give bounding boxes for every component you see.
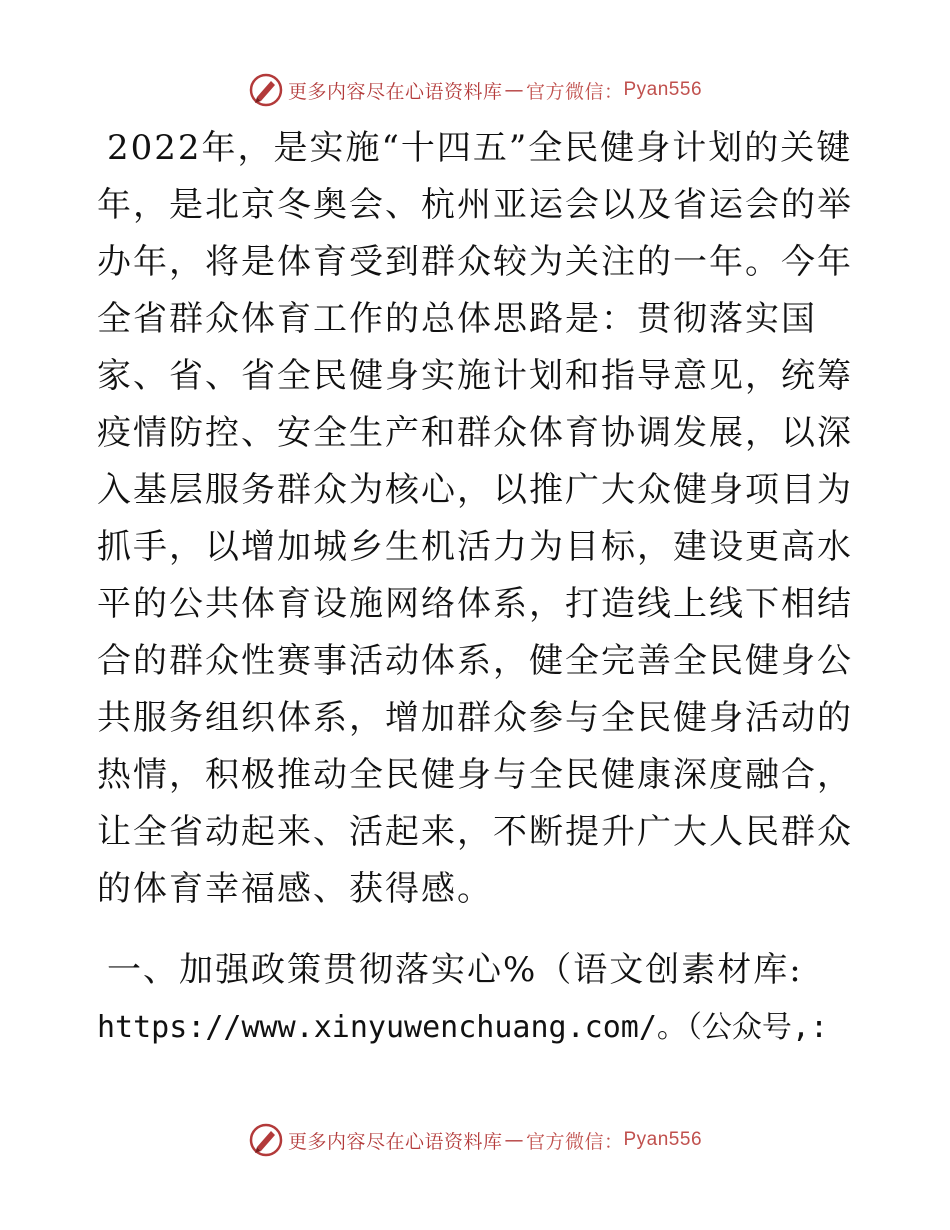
- footer-banner: [0, 1120, 950, 1160]
- banner-main-text: 更多内容尽在心语资料库: [287, 1130, 503, 1153]
- banner-wechat-label: 官方微信：: [525, 1130, 624, 1153]
- banner-wechat-id: Pyan556: [623, 79, 703, 100]
- document-body: [97, 120, 857, 1056]
- body-paragraph: 2022年，是实施“十四五”全民健身计划的关键年，是北京冬奥会、杭州亚运会以及省运会的举办年，将是体育受到群众较为关注的一年。今年全省群众体育工作的总体思路是：贯彻落实国家、省、省全民健身实施计划和指导意见，统筹疫情防控、安全生产和群众体育协调发展，以深入基层服务群众为核心，以推广大众健身项目为抓手，以增加城乡生机活力为目标，建设更高水平的公共体育设施网络体系，打造线上线下相结合的群众性赛事活动体系，健全完善全民健身公共服务组织体系，增加群众参与全民健身活动的热情，积极推动全民健身与全民健康深度融合，让全省动起来、活起来，不断提升广大人民群众的体育幸福感、获得感。: [97, 128, 853, 909]
- pen-logo-icon: [248, 72, 284, 108]
- banner-wechat-id: Pyan556: [623, 1129, 703, 1150]
- banner-dash: —: [504, 1129, 524, 1151]
- banner-dash: —: [504, 79, 524, 101]
- banner-wechat-label: 官方微信：: [525, 80, 624, 103]
- header-banner: [0, 70, 950, 110]
- pen-logo-icon: [248, 1122, 284, 1158]
- url-line: https://www.xinyuwenchuang.com/。（公众号,:: [97, 1010, 829, 1045]
- section-heading: 一、加强政策贯彻落实心%（语文创素材库:: [107, 950, 803, 990]
- banner-main-text: 更多内容尽在心语资料库: [287, 80, 503, 103]
